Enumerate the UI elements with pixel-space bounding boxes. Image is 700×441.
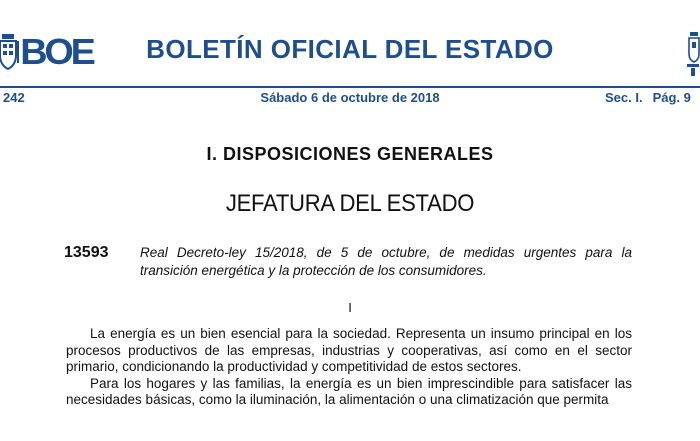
paragraph: Para los hogares y las familias, la energía es un bien imprescindible para satisfacer las necesidades básicas, como la iluminación, la alimentación o una climatización que permita <box>66 375 632 407</box>
header-rule <box>0 86 700 88</box>
paragraph: La energía es un bien esencial para la sociedad. Representa un insumo principal en los procesos productivos de las empresas, industrias y cooperativas, así como en el sector primario, condicionando la productividad y competitividad de estos sectores. <box>66 326 632 374</box>
boe-logo-text: BOE <box>20 31 93 72</box>
page-title: BOLETÍN OFICIAL DEL ESTADO <box>146 34 554 64</box>
body-text <box>66 326 632 409</box>
organ-title: JEFATURA DEL ESTADO <box>225 190 475 217</box>
issue-info-bar <box>0 90 700 110</box>
page-label: Pág. 9 <box>652 90 691 105</box>
roman-heading: I <box>348 300 352 315</box>
section-title: I. DISPOSICIONES GENERALES <box>206 144 494 164</box>
law-number: 13593 <box>64 244 109 261</box>
issue-date: Sábado 6 de octubre de 2018 <box>260 90 440 105</box>
section-label: Sec. I. <box>605 90 643 105</box>
issue-number: 242 <box>3 90 25 105</box>
section-page-info <box>605 90 700 105</box>
law-title: Real Decreto-ley 15/2018, de 5 de octubre, de medidas urgentes para la transición energética y la protección de los consumidores. <box>140 245 632 278</box>
cve-seal-icon <box>686 30 700 78</box>
